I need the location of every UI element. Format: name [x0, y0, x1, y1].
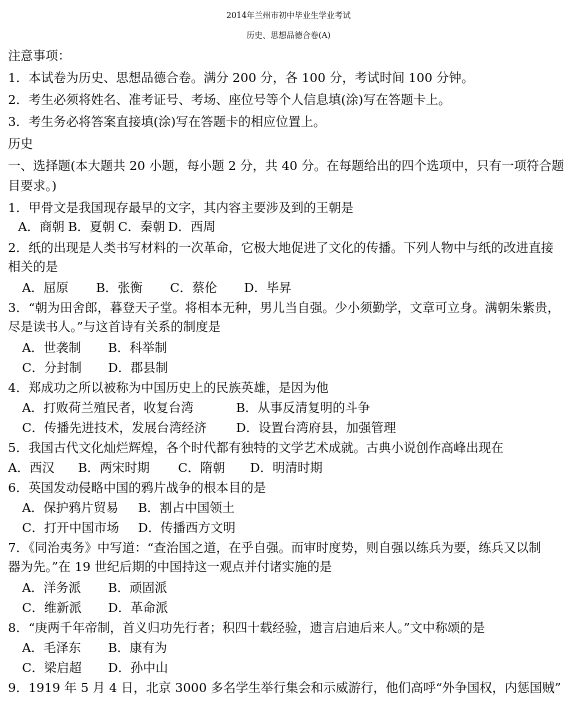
question-stem: 相关的是: [8, 259, 59, 274]
question-stem: 1．甲骨文是我国现存最早的文字，其内容主要涉及到的王朝是: [8, 200, 354, 215]
exam-title: 2014年兰州市初中毕业生学业考试: [226, 11, 351, 20]
option-a: A．保护鸦片贸易: [22, 500, 119, 515]
option-b: B．康有为: [108, 640, 168, 655]
option-b: B．从事反清复明的斗争: [236, 400, 371, 415]
option-b: B．两宋时期: [78, 460, 150, 475]
option-b: B．科举制: [108, 340, 168, 355]
option-d: D．革命派: [108, 600, 169, 615]
note-item: 3．考生务必将答案直接填(涂)写在答题卡的相应位置上。: [8, 114, 326, 129]
note-item: 1．本试卷为历史、思想品德合卷。满分 200 分，各 100 分，考试时间 100 分钟。: [8, 70, 474, 85]
subject-heading: 历史: [8, 136, 34, 151]
option-d: D．郡县制: [108, 360, 169, 375]
option-c: C．传播先进技术，发展台湾经济: [22, 420, 207, 435]
note-item: 2．考生必须将姓名、准考证号、考场、座位号等个人信息填(涂)写在答题卡上。: [8, 92, 451, 107]
exam-subtitle: 历史、思想品德合卷(A): [246, 31, 331, 40]
option-d: D．西周: [168, 219, 216, 234]
option-a: A．世袭制: [22, 340, 82, 355]
option-d: D．孙中山: [108, 660, 169, 675]
option-d: D．毕昇: [244, 280, 292, 295]
option-a: A．毛泽东: [22, 640, 82, 655]
option-b: B．夏朝: [68, 219, 115, 234]
option-a: A．屈原: [22, 280, 69, 295]
question-stem: 3．“朝为田舍郎，暮登天子堂。将相本无种，男儿当自强。少小须勤学，文章可立身。满朝朱紫贵，: [8, 300, 560, 315]
option-d: D．明清时期: [250, 460, 323, 475]
question-stem: 4．郑成功之所以被称为中国历史上的民族英雄，是因为他: [8, 380, 329, 395]
question-stem: 5．我国古代文化灿烂辉煌，各个时代都有独特的文学艺术成就。古典小说创作高峰出现在: [8, 440, 504, 455]
option-c: C．打开中国市场: [22, 520, 120, 535]
notes-heading: 注意事项：: [8, 48, 71, 63]
question-stem: 6．英国发动侵略中国的鸦片战争的根本目的是: [8, 480, 266, 495]
option-c: C．维新派: [22, 600, 82, 615]
option-c: C．秦朝: [118, 219, 166, 234]
question-stem: 尽是读书人。”与这首诗有关系的制度是: [8, 319, 221, 334]
option-a: A．商朝: [18, 219, 65, 234]
question-stem: 2．纸的出现是人类书写材料的一次革命，它极大地促进了文化的传播。下列人物中与纸的改进直接: [8, 240, 554, 255]
option-b: B．割占中国领土: [138, 500, 235, 515]
option-b: B．顽固派: [108, 580, 168, 595]
question-stem: 8．“庚两千年帝制，首义归功先行者；积四十载经验，遗言启迪后来人。”文中称颂的是: [8, 620, 485, 635]
option-d: D．传播西方文明: [138, 520, 236, 535]
option-a: A．西汉: [8, 460, 55, 475]
question-stem: 9．1919 年 5 月 4 日，北京 3000 多名学生举行集会和示威游行，他们高呼“外争国权，内惩国贼”: [8, 680, 562, 695]
option-c: C．隋朝: [178, 460, 226, 475]
question-stem: 器为先。”在 19 世纪后期的中国持这一观点并付诸实施的是: [8, 559, 332, 574]
option-a: A．打败荷兰殖民者，收复台湾: [22, 400, 194, 415]
option-a: A．洋务派: [22, 580, 82, 595]
option-d: D．设置台湾府县，加强管理: [236, 420, 397, 435]
section-instructions: 目要求。): [8, 178, 57, 193]
section-instructions: 一、选择题(本大题共 20 小题，每小题 2 分，共 40 分。在每题给出的四个选项中，只有一项符合题: [8, 158, 564, 173]
option-c: C．梁启超: [22, 660, 82, 675]
option-c: C．分封制: [22, 360, 82, 375]
question-stem: 7．《同治夷务》中写道：“查治国之道，在乎自强。而审时度势，则自强以练兵为要，练兵又以制: [8, 540, 542, 555]
option-b: B．张衡: [96, 280, 143, 295]
option-c: C．蔡伦: [170, 280, 218, 295]
